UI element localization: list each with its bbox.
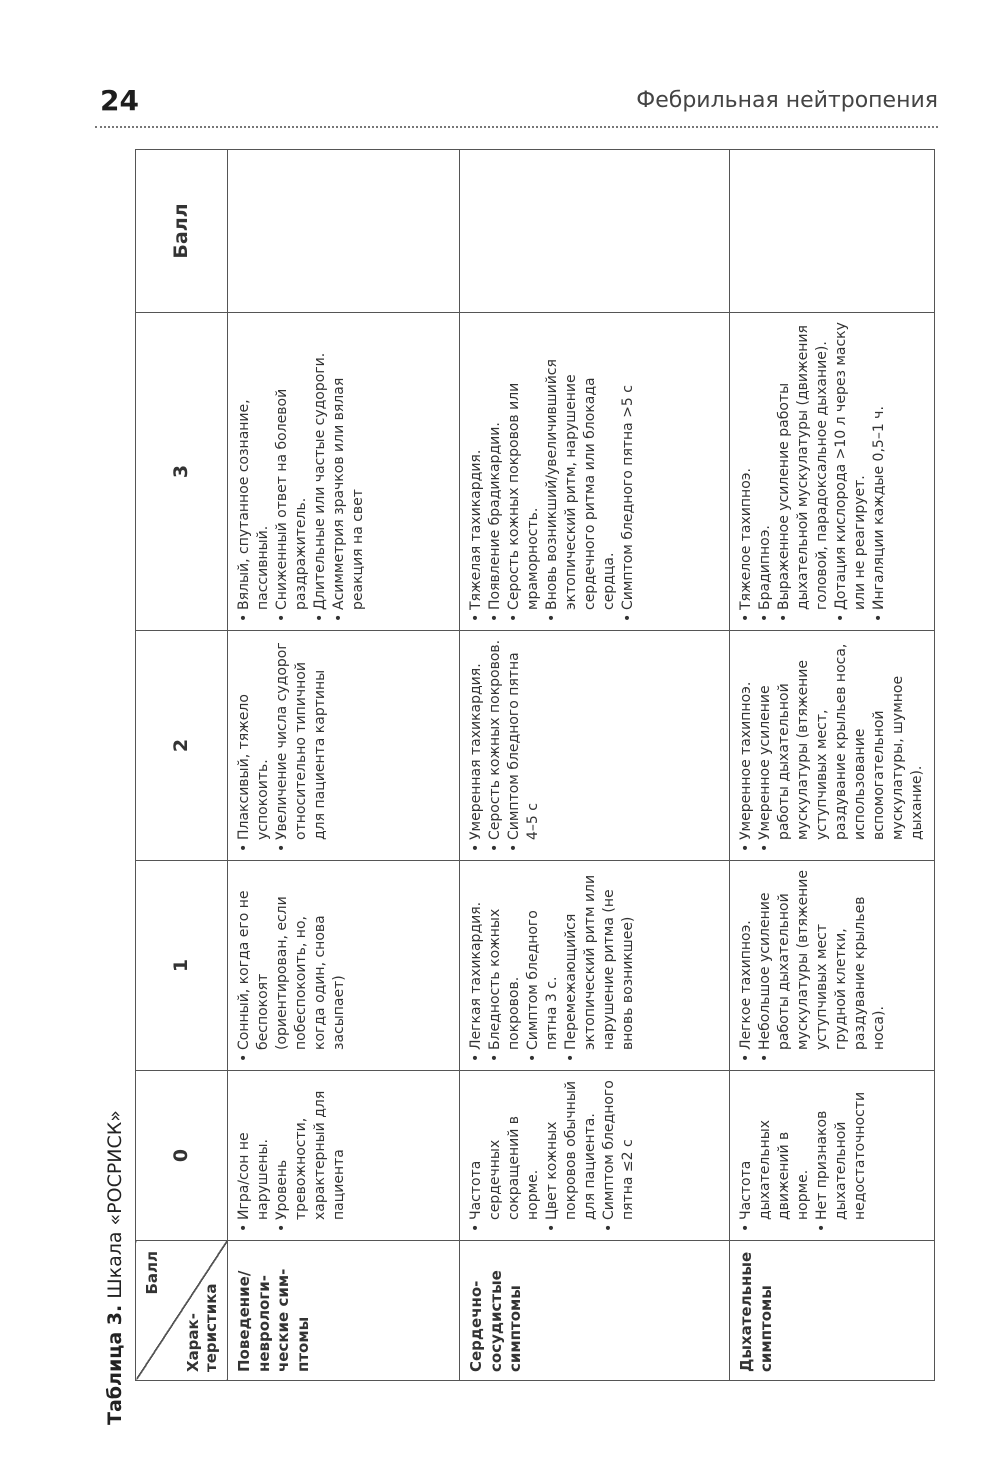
score-0-cell	[460, 1071, 730, 1241]
criteria-list	[235, 639, 330, 852]
score-3-cell	[730, 313, 935, 631]
column-header-2: 2	[136, 631, 228, 861]
criteria-item: • Вновь возникший/увеличившийся эктопический ритм, нарушение сердечного ритма или блокада сердца.	[543, 321, 619, 622]
table-caption-label: Таблица 3.	[104, 1304, 126, 1425]
column-header-score: Балл	[136, 150, 228, 313]
column-header-0: 0	[136, 1071, 228, 1241]
criteria-list	[737, 639, 927, 852]
table-row	[730, 150, 935, 1381]
score-entry-cell	[730, 150, 935, 313]
score-2-cell	[228, 631, 460, 861]
criteria-item: • Выраженное усиление работы дыхательной мускулатуры (движения головой, парадоксальное дыхание).	[775, 321, 832, 622]
criteria-item: • Серость кожных покровов или мраморность.	[505, 321, 543, 622]
criteria-item: • Плаксивый, тяжело успокоить.	[235, 639, 273, 852]
criteria-item: • Вялый, спутанное сознание, пассивный.	[235, 321, 273, 622]
criteria-item: • Цвет кожных покровов обычный для пациента.	[543, 1079, 600, 1232]
running-title: Фебрильная нейтропения	[636, 88, 938, 113]
rotated-table-block	[95, 150, 940, 1425]
criteria-item: • Брадипноэ.	[756, 321, 775, 622]
criteria-list	[235, 1079, 349, 1232]
table-caption-title: Шкала «PОСРИСК»	[104, 1110, 126, 1299]
column-header-1: 1	[136, 861, 228, 1071]
criteria-item: • Появление брадикардии.	[486, 321, 505, 622]
criteria-item: • Легкая тахикардия.	[467, 869, 486, 1062]
table-header-row	[136, 150, 228, 1381]
criteria-list	[467, 869, 638, 1062]
score-1-cell	[228, 861, 460, 1071]
header-dotted-rule	[95, 126, 938, 128]
row-header-cell: Поведение/ неврологи- ческие сим- птомы	[228, 1241, 460, 1381]
table-row	[228, 150, 460, 1381]
score-2-cell	[460, 631, 730, 861]
table-caption	[95, 150, 135, 1425]
diag-header-characteristic-label: Харак- теристика	[183, 1283, 221, 1372]
row-header-cell: Сердечно- сосудистые симптомы	[460, 1241, 730, 1381]
column-header-3: 3	[136, 313, 228, 631]
score-1-cell	[730, 861, 935, 1071]
criteria-list	[467, 639, 543, 852]
scale-table	[135, 149, 935, 1381]
criteria-list	[235, 321, 368, 622]
criteria-item: • Тяжелая тахикардия.	[467, 321, 486, 622]
row-header-cell: Дыхательные симптомы	[730, 1241, 935, 1381]
score-2-cell	[730, 631, 935, 861]
score-0-cell	[228, 1071, 460, 1241]
criteria-item: • Серость кожных покровов.	[486, 639, 505, 852]
criteria-item: • Симптом бледного пятна 3 с.	[524, 869, 562, 1062]
score-entry-cell	[460, 150, 730, 313]
criteria-item: • Симптом бледного пятна 4–5 с	[505, 639, 543, 852]
diag-header-score-label: Балл	[143, 1251, 161, 1295]
score-0-cell	[730, 1071, 935, 1241]
criteria-item: • Игра/сон не нарушены.	[235, 1079, 273, 1232]
criteria-item: • Частота сердечных сокращений в норме.	[467, 1079, 543, 1232]
score-1-cell	[460, 861, 730, 1071]
criteria-item: • Умеренное тахипноэ.	[737, 639, 756, 852]
criteria-list	[235, 869, 349, 1062]
criteria-list	[467, 321, 638, 622]
criteria-item: • Нет признаков дыхательной недостаточности	[813, 1079, 870, 1232]
score-3-cell	[228, 313, 460, 631]
criteria-item: • Частота дыхательных движений в норме.	[737, 1079, 813, 1232]
criteria-item: • Легкое тахипноэ.	[737, 869, 756, 1062]
criteria-item: • Дотация кислорода >10 л через маску или не реагирует.	[832, 321, 870, 622]
criteria-item: • Умеренная тахикардия.	[467, 639, 486, 852]
criteria-item: • Уровень тревожности, характерный для пациента	[273, 1079, 349, 1232]
criteria-list	[737, 321, 889, 622]
criteria-item: • Длительные или частые судороги.	[311, 321, 330, 622]
criteria-item: • Небольшое усиление работы дыхательной мускулатуры (втяжение уступчивых мест грудной клетки, раздувание крыльев носа).	[756, 869, 889, 1062]
criteria-list	[467, 1079, 638, 1232]
score-entry-cell	[228, 150, 460, 313]
criteria-item: • Ингаляции каждые 0,5–1 ч.	[870, 321, 889, 622]
criteria-item: • Асимметрия зрачков или вялая реакция на свет	[330, 321, 368, 622]
page-number: 24	[100, 84, 139, 117]
criteria-item: • Сонный, когда его не беспокоят (ориентирован, если побеспокоить, но, когда один, снова засыпает)	[235, 869, 349, 1062]
score-3-cell	[460, 313, 730, 631]
criteria-list	[737, 1079, 870, 1232]
criteria-item: • Симптом бледного пятна ≤2 с	[600, 1079, 638, 1232]
diagonal-header-cell	[136, 1241, 228, 1381]
criteria-item: • Увеличение числа судорог относительно типичной для пациента картины	[273, 639, 330, 852]
criteria-item: • Умеренное усиление работы дыхательной мускулатуры (втяжение уступчивых мест, раздувание крыльев носа, использование вспомогательной мускулатуры, шумное дыхание).	[756, 639, 927, 852]
criteria-item: • Бледность кожных покровов.	[486, 869, 524, 1062]
criteria-list	[737, 869, 889, 1062]
table-body	[228, 150, 935, 1381]
criteria-item: • Симптом бледного пятна >5 с	[619, 321, 638, 622]
criteria-item: • Сниженный ответ на болевой раздражитель.	[273, 321, 311, 622]
criteria-item: • Тяжелое тахипноэ.	[737, 321, 756, 622]
table-row	[460, 150, 730, 1381]
criteria-item: • Перемежающийся эктопический ритм или нарушение ритма (не вновь возникшее)	[562, 869, 638, 1062]
